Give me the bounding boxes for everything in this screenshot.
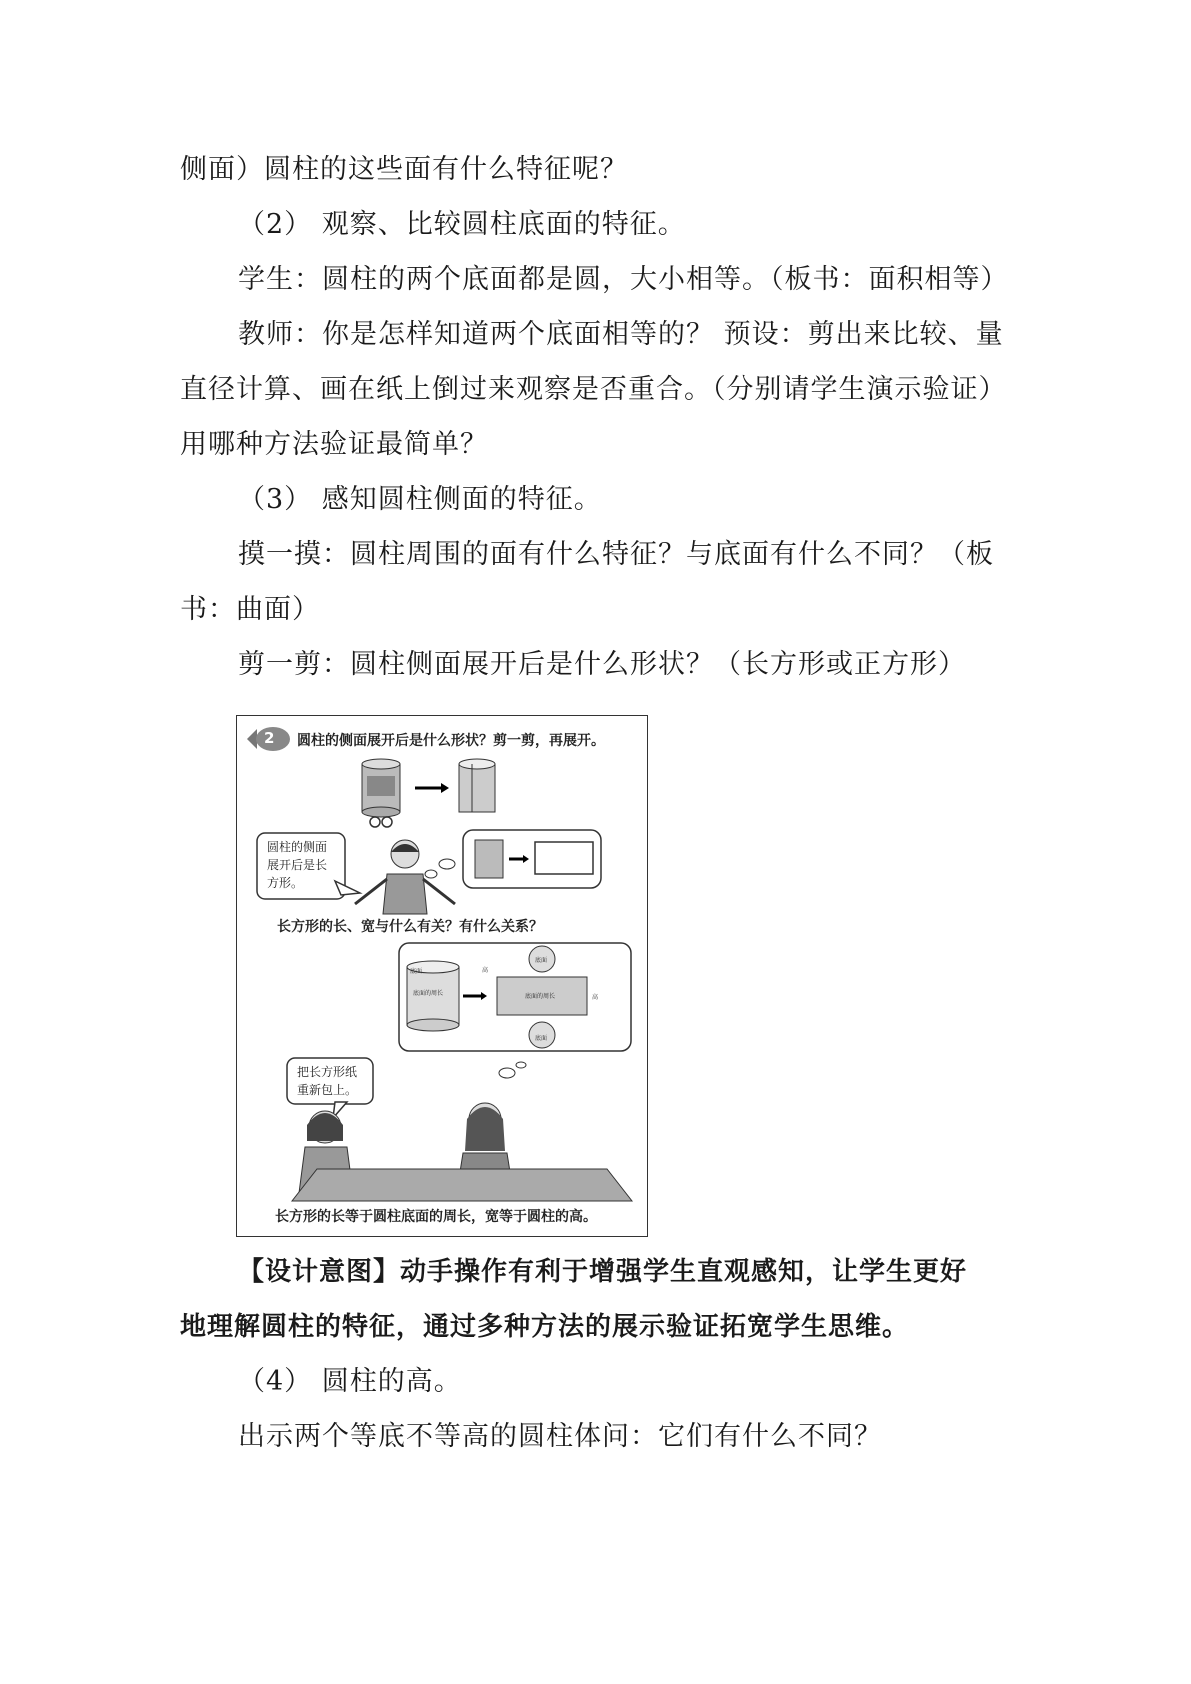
text-line-14: 出示两个等底不等高的圆柱体问：它们有什么不同？ <box>238 1421 882 1452</box>
text-line-9: 书：曲面） <box>180 594 320 625</box>
text-line-10: 剪一剪：圆柱侧面展开后是什么形状？（长方形或正方形） <box>238 649 966 680</box>
text-line-4: 教师：你是怎样知道两个底面相等的？ 预设：剪出来比较、量 <box>238 319 1004 350</box>
figure-number: 2 <box>264 729 275 747</box>
bubble1-line-1: 圆柱的侧面 <box>267 840 328 854</box>
can-cutting-illustration <box>357 756 507 831</box>
label-height-left: 高 <box>482 967 489 974</box>
design-intent-line-2: 地理解圆柱的特征，通过多种方法的展示验证拓宽学生思维。 <box>180 1312 910 1342</box>
thought-frame-1 <box>417 826 607 896</box>
label-base-top: 底面 <box>410 968 423 975</box>
figure-question: 圆柱的侧面展开后是什么形状？剪一剪，再展开。 <box>297 733 605 749</box>
text-line-5: 直径计算、画在纸上倒过来观察是否重合。（分别请学生演示验证） <box>180 374 1007 405</box>
bubble2-line-2: 重新包上。 <box>297 1083 358 1097</box>
figure-caption: 长方形的长等于圆柱底面的周长，宽等于圆柱的高。 <box>275 1209 597 1225</box>
girls-at-table-illustration <box>277 1061 637 1206</box>
bubble1-line-3: 方形。 <box>267 876 304 890</box>
text-line-7: （3） 感知圆柱侧面的特征。 <box>238 484 602 515</box>
bubble1-line-2: 展开后是长 <box>267 858 328 872</box>
textbook-figure <box>236 715 648 1237</box>
label-circumference-rect: 底面的周长 <box>525 993 556 1000</box>
label-base-circle-top: 底面 <box>535 957 548 964</box>
text-line-2: （2） 观察、比较圆柱底面的特征。 <box>238 209 686 240</box>
figure-question-2: 长方形的长、宽与什么有关？有什么关系？ <box>277 919 543 935</box>
text-line-1: 侧面）圆柱的这些面有什么特征呢？ <box>180 154 628 185</box>
text-line-3: 学生：圆柱的两个底面都是圆，大小相等。（板书：面积相等） <box>238 264 1009 295</box>
label-circumference-left: 底面的周长 <box>413 990 444 997</box>
text-line-6: 用哪种方法验证最简单？ <box>180 429 488 460</box>
design-intent-line-1: 【设计意图】动手操作有利于增强学生直观感知，让学生更好 <box>238 1257 968 1287</box>
text-line-13: （4） 圆柱的高。 <box>238 1366 462 1397</box>
label-height-right: 高 <box>592 994 599 1001</box>
bubble2-line-1: 把长方形纸 <box>297 1065 358 1079</box>
text-line-8: 摸一摸：圆柱周围的面有什么特征？与底面有什么不同？（板 <box>238 539 994 570</box>
unroll-diagram <box>397 941 637 1056</box>
label-base-circle-bottom: 底面 <box>535 1035 548 1042</box>
